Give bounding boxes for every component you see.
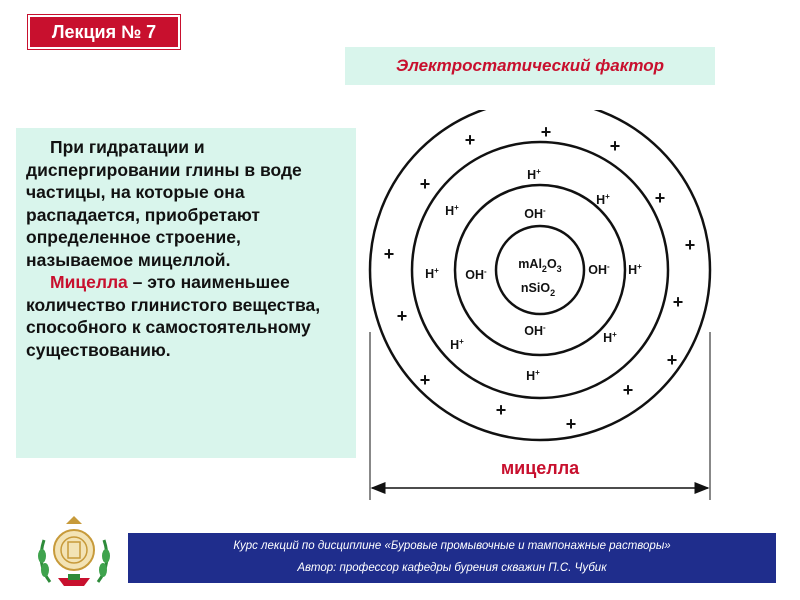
subtitle-electrostatic-factor: Электростатический фактор bbox=[345, 47, 715, 85]
description-paragraph-1: При гидратации и диспергировании глины в воде частицы, на которые она распадается, приобретают определенное строение, называемое мицеллой. bbox=[26, 137, 302, 270]
h-ion-left: H+ bbox=[425, 266, 439, 281]
plus-sign: + bbox=[540, 122, 552, 142]
outer-diffuse-circle bbox=[370, 110, 710, 440]
micelle-term: Мицелла bbox=[50, 272, 128, 292]
micelle-diagram bbox=[360, 110, 770, 505]
plus-sign: + bbox=[464, 130, 476, 150]
plus-sign: + bbox=[396, 306, 408, 326]
core-formula-line2: nSiO$_2$ bbox=[520, 281, 556, 298]
description-panel bbox=[16, 128, 356, 458]
lecture-badge: Лекция № 7 bbox=[28, 15, 180, 49]
micelle-definition: – это наименьшее количество глинистого вещества, способного к самостоятельному существованию. bbox=[26, 272, 321, 360]
description-paragraph-2 bbox=[26, 271, 348, 361]
h-ion-lower-right: H+ bbox=[603, 330, 617, 345]
plus-sign: + bbox=[419, 174, 431, 194]
footer-course-line: Курс лекций по дисциплине «Буровые промывочные и тампонажные растворы» bbox=[233, 540, 671, 552]
plus-sign: + bbox=[684, 235, 696, 255]
plus-sign: + bbox=[672, 292, 684, 312]
h-ion-upper-left: H+ bbox=[445, 203, 459, 218]
footer-author-line: Автор: профессор кафедры бурения скважин П.С. Чубик bbox=[297, 562, 607, 574]
plus-sign: + bbox=[666, 350, 678, 370]
plus-sign: + bbox=[383, 244, 395, 264]
university-emblem bbox=[28, 512, 120, 592]
plus-sign: + bbox=[622, 380, 634, 400]
oh-ion-bottom: OH- bbox=[524, 323, 546, 338]
h-ion-upper-right: H+ bbox=[596, 192, 610, 207]
h-ion-right: H+ bbox=[628, 262, 642, 277]
course-footer bbox=[128, 533, 776, 583]
core-formula-line1: $mAl_2O_3$ bbox=[518, 257, 562, 274]
h-ion-top: H+ bbox=[527, 167, 541, 182]
oh-ion-left: OH- bbox=[465, 267, 487, 282]
plus-sign: + bbox=[419, 370, 431, 390]
plus-sign: + bbox=[609, 136, 621, 156]
h-ion-lower-left: H+ bbox=[450, 337, 464, 352]
h-ion-bottom: H+ bbox=[526, 368, 540, 383]
plus-sign: + bbox=[654, 188, 666, 208]
micelle-label: мицелла bbox=[500, 458, 580, 478]
oh-ion-top: OH- bbox=[524, 206, 546, 221]
plus-sign: + bbox=[495, 400, 507, 420]
oh-ion-right: OH- bbox=[588, 262, 610, 277]
plus-sign: + bbox=[565, 414, 577, 434]
